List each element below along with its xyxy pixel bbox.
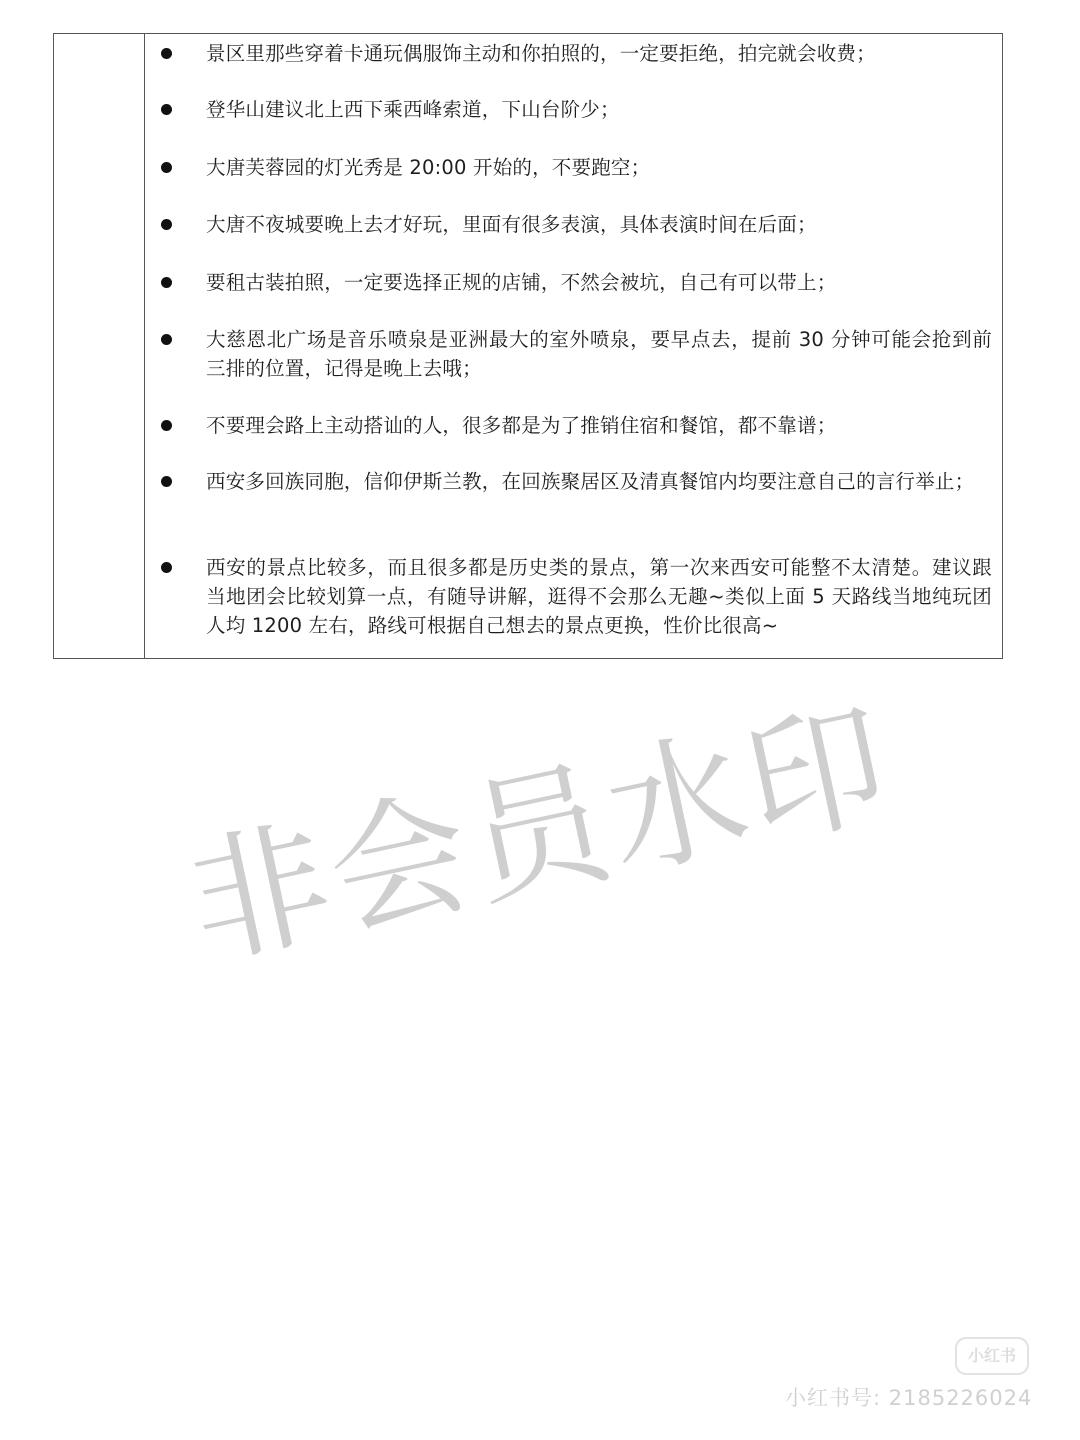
- list-item: [145, 268, 992, 297]
- list-item: [145, 467, 992, 496]
- list-item: [145, 39, 992, 68]
- bullet-icon: [161, 334, 172, 345]
- tip-text: 西安多回族同胞，信仰伊斯兰教，在回族聚居区及清真餐馆内均要注意自己的言行举止；: [206, 470, 975, 493]
- bullet-icon: [161, 476, 172, 487]
- tip-text: 不要理会路上主动搭讪的人，很多都是为了推销住宿和餐馆，都不靠谱；: [206, 414, 837, 437]
- bullet-icon: [161, 104, 172, 115]
- list-item: [145, 411, 992, 440]
- tip-text: 登华山建议北上西下乘西峰索道，下山台阶少；: [206, 98, 620, 121]
- list-item: [145, 325, 992, 383]
- table-right-cell: [145, 34, 1002, 658]
- platform-logo: 小红书: [955, 1337, 1029, 1375]
- list-item: [145, 553, 992, 640]
- bullet-icon: [161, 219, 172, 230]
- tip-text: 要租古装拍照，一定要选择正规的店铺，不然会被坑，自己有可以带上；: [206, 271, 837, 294]
- tip-text: 大唐芙蓉园的灯光秀是 20:00 开始的，不要跑空；: [206, 156, 651, 179]
- bullet-icon: [161, 277, 172, 288]
- bullet-icon: [161, 48, 172, 59]
- list-item: [145, 210, 992, 239]
- tip-text: 景区里那些穿着卡通玩偶服饰主动和你拍照的，一定要拒绝，拍完就会收费；: [206, 42, 876, 65]
- platform-user-id: 小红书号: 2185226024: [785, 1386, 1033, 1410]
- bullet-icon: [161, 420, 172, 431]
- table-left-cell: [54, 34, 145, 658]
- tip-text: 西安的景点比较多，而且很多都是历史类的景点，第一次来西安可能整不太清楚。建议跟当地团会比较划算一点，有随导讲解，逛得不会那么无趣~类似上面 5 天路线当地纯玩团人均 1200 左右，路线可根据自己想去的景点更换，性价比很高~: [206, 556, 992, 637]
- tip-text: 大唐不夜城要晚上去才好玩，里面有很多表演，具体表演时间在后面；: [206, 213, 817, 236]
- list-item: [145, 153, 992, 182]
- bullet-icon: [161, 162, 172, 173]
- bullet-icon: [161, 562, 172, 573]
- list-item: [145, 95, 992, 124]
- tips-table: [53, 33, 1003, 659]
- watermark: 非会员水印: [176, 681, 905, 987]
- tip-text: 大慈恩北广场是音乐喷泉是亚洲最大的室外喷泉，要早点去，提前 30 分钟可能会抢到前三排的位置，记得是晚上去哦；: [206, 328, 992, 380]
